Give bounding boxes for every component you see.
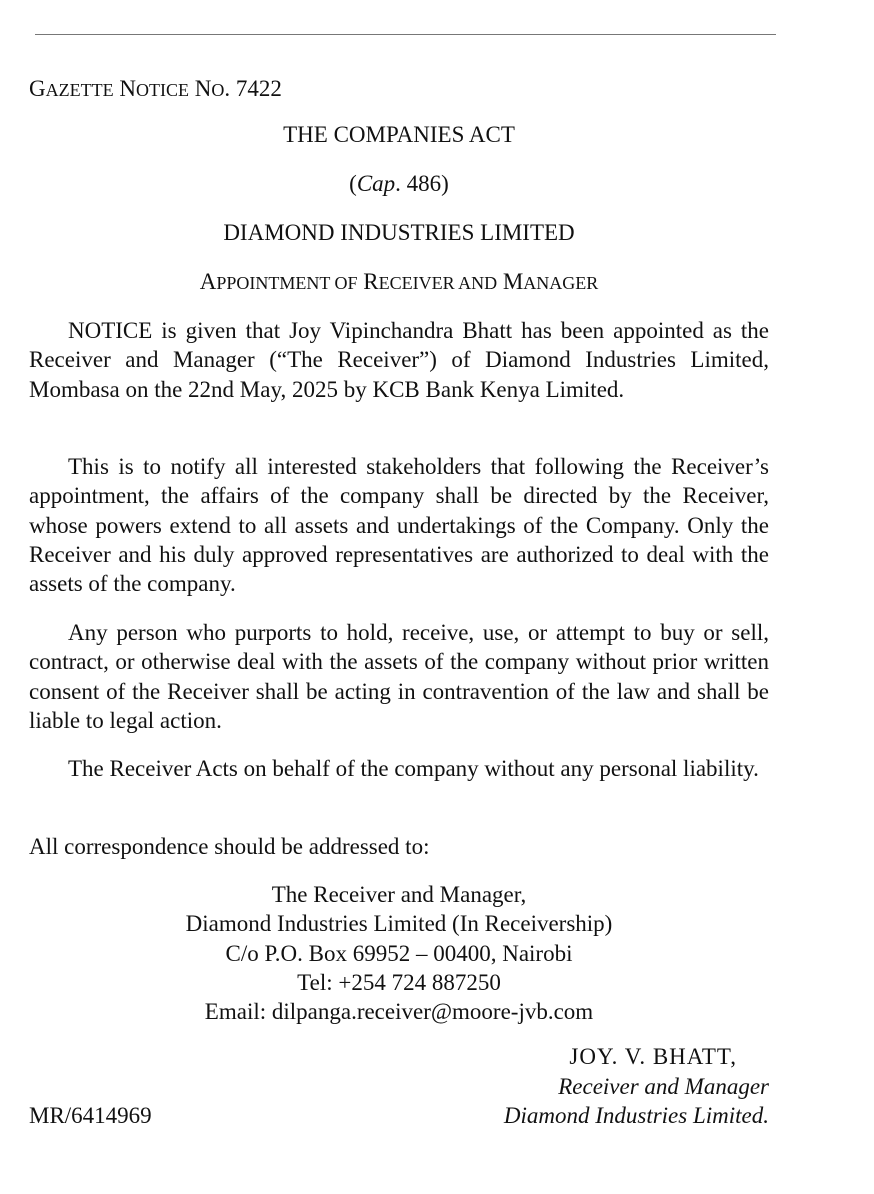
act-chapter	[29, 171, 769, 197]
paragraph-liability: The Receiver Acts on behalf of the company without any personal liability.	[68, 756, 759, 781]
address-block	[29, 880, 769, 1026]
cap-label: Cap	[356, 171, 396, 196]
cap-number: . 486)	[395, 171, 449, 196]
cap-open: (	[349, 171, 357, 196]
signatory-role: Receiver and Manager	[558, 1074, 769, 1099]
paragraph-stakeholders: This is to notify all interested stakeholders that following the Receiver’s appointment, the affairs of the company shall be directed by the Receiver, whose powers extend to all assets and undertakings of the Company. Only the Receiver and his duly approved representatives are authorized to deal with the assets of the company.	[29, 454, 769, 597]
reference-number: MR/6414969	[29, 1103, 152, 1128]
signatory-company: Diamond Industries Limited.	[503, 1103, 769, 1128]
paragraph-appointment: NOTICE is given that Joy Vipinchandra Bhatt has been appointed as the Receiver and Manager (“The Receiver”) of Diamond Industries Limited, Mombasa on the 22nd May, 2025 by KCB Bank Kenya Limited.	[29, 318, 769, 402]
notice-number-heading: GAZETTE NOTICE NO. 7422	[29, 76, 282, 101]
notice-number: 7422	[235, 76, 282, 101]
signatory-name: JOY. V. BHATT,	[569, 1044, 737, 1069]
correspondence-intro: All correspondence should be addressed to:	[29, 834, 430, 859]
phone-line: Tel: +254 724 887250	[297, 969, 501, 995]
company-name: DIAMOND INDUSTRIES LIMITED	[223, 220, 575, 245]
top-rule	[35, 34, 776, 35]
email-line: Email: dilpanga.receiver@moore-jvb.com	[204, 999, 594, 1025]
notice-title: APPOINTMENT OF RECEIVER AND MANAGER	[199, 269, 599, 294]
act-title: THE COMPANIES ACT	[283, 122, 515, 147]
address-line: The Receiver and Manager,	[271, 882, 527, 907]
address-line: C/o P.O. Box 69952 – 00400, Nairobi	[225, 940, 573, 966]
address-line: Diamond Industries Limited (In Receivership)	[185, 911, 613, 937]
paragraph-warning: Any person who purports to hold, receive, use, or attempt to buy or sell, contract, or otherwise deal with the assets of the company without prior written consent of the Receiver shall be acting in contravention of the law and shall be liable to legal action.	[29, 620, 769, 733]
